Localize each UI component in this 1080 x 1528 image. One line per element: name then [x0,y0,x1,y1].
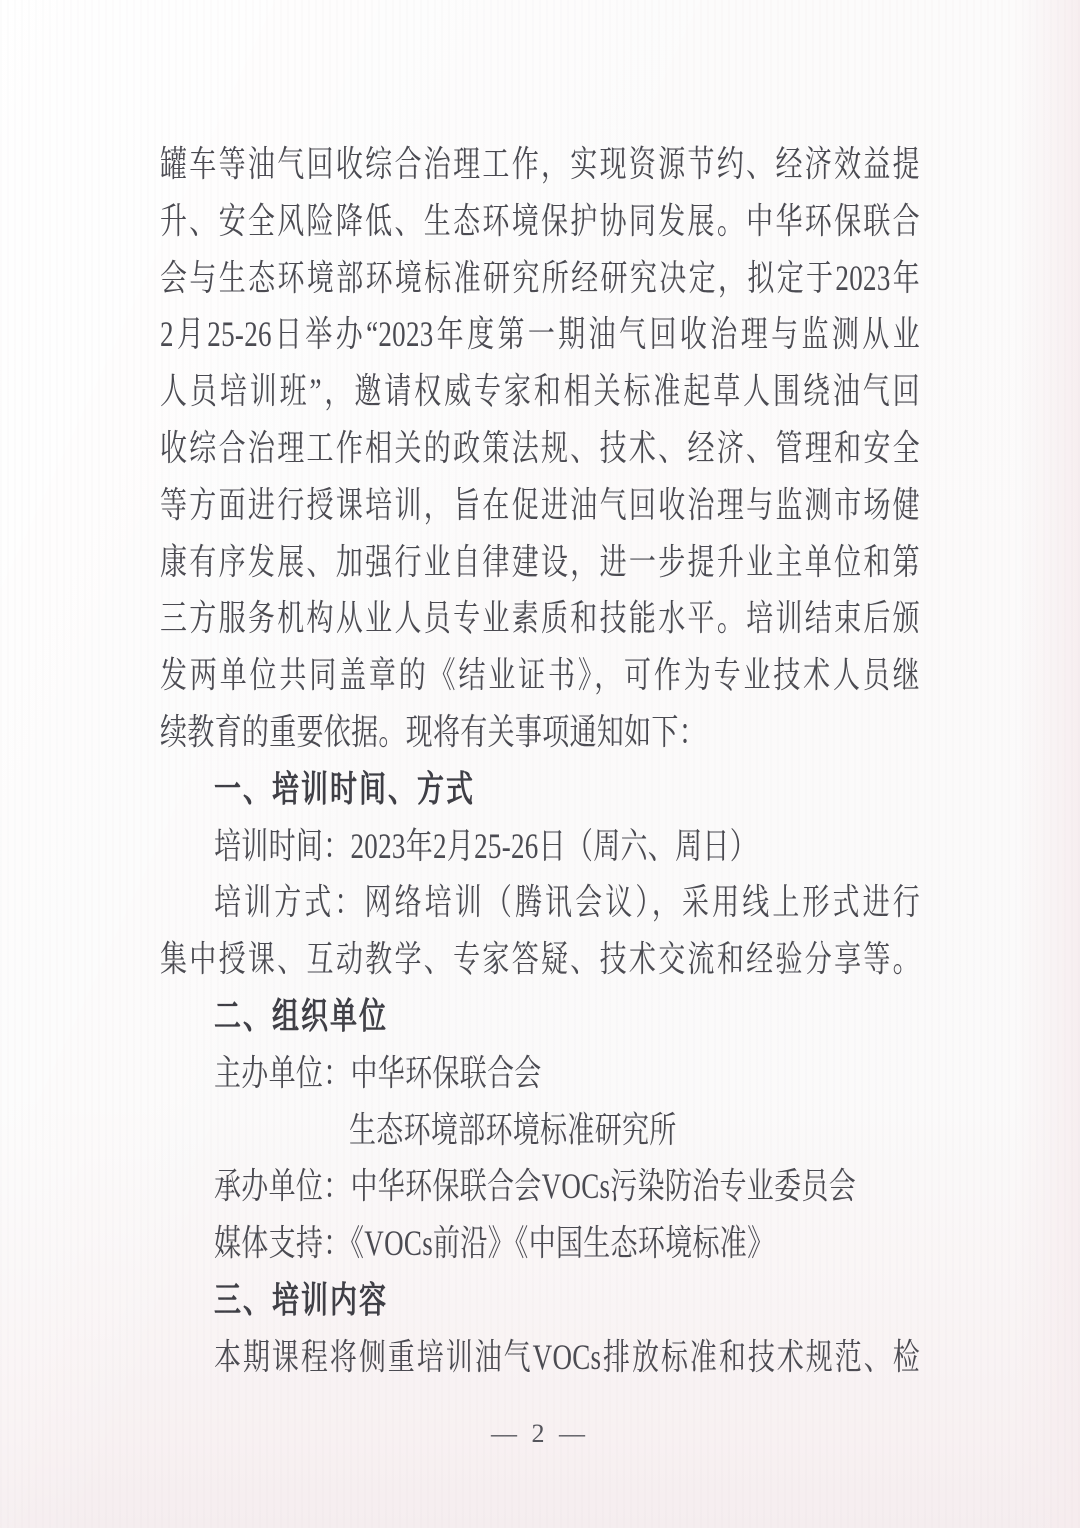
host-unit-line: 主办单位：中华环保联合会 [214,1052,542,1093]
body-line-3: 会与生态环境部环境标准研究所经研究决定，拟定于2023年 [160,257,920,298]
body-line-11: 续教育的重要依据。现将有关事项通知如下： [160,712,706,752]
section-heading-3: 三、培训内容 [214,1280,388,1320]
host-unit-line-2: 生态环境部环境标准研究所 [349,1109,677,1150]
section-heading-1: 一、培训时间、方式 [214,768,475,809]
body-line-1: 罐车等油气回收综合治理工作，实现资源节约、经济效益提 [160,144,920,184]
training-time-line: 培训时间：2023年2月25-26日（周六、周日） [214,825,757,866]
organizer-unit-line: 承办单位：中华环保联合会VOCs污染防治专业委员会 [214,1166,857,1207]
body-line-10: 发两单位共同盖章的《结业证书》，可作为专业技术人员继 [160,655,920,695]
training-method-line-2: 集中授课、互动教学、专家答疑、技术交流和经验分享等。 [160,939,920,979]
body-line-4: 2月25-26日举办“2023年度第一期油气回收治理与监测从业 [160,314,920,355]
media-support-line: 媒体支持：《VOCs前沿》《中国生态环境标准》 [214,1223,775,1263]
body-line-22: 本期课程将侧重培训油气VOCs排放标准和技术规范、检 [214,1336,920,1377]
body-line-7: 等方面进行授课培训，旨在促进油气回收治理与监测市场健 [160,484,920,525]
section-heading-2: 二、组织单位 [214,996,388,1036]
body-line-5: 人员培训班”，邀请权威专家和相关标准起草人围绕油气回 [160,371,920,411]
scanned-notice-page [160,136,920,1386]
training-method-line: 培训方式：网络培训（腾讯会议），采用线上形式进行 [214,882,920,923]
body-line-6: 收综合治理工作相关的政策法规、技术、经济、管理和安全 [160,428,920,468]
body-line-2: 升、安全风险降低、生态环境保护协同发展。中华环保联合 [160,200,920,241]
body-line-8: 康有序发展、加强行业自律建设，进一步提升业主单位和第 [160,541,920,582]
page-number: — 2 — [491,1419,589,1448]
body-line-9: 三方服务机构从业人员专业素质和技能水平。培训结束后颁 [160,598,920,639]
